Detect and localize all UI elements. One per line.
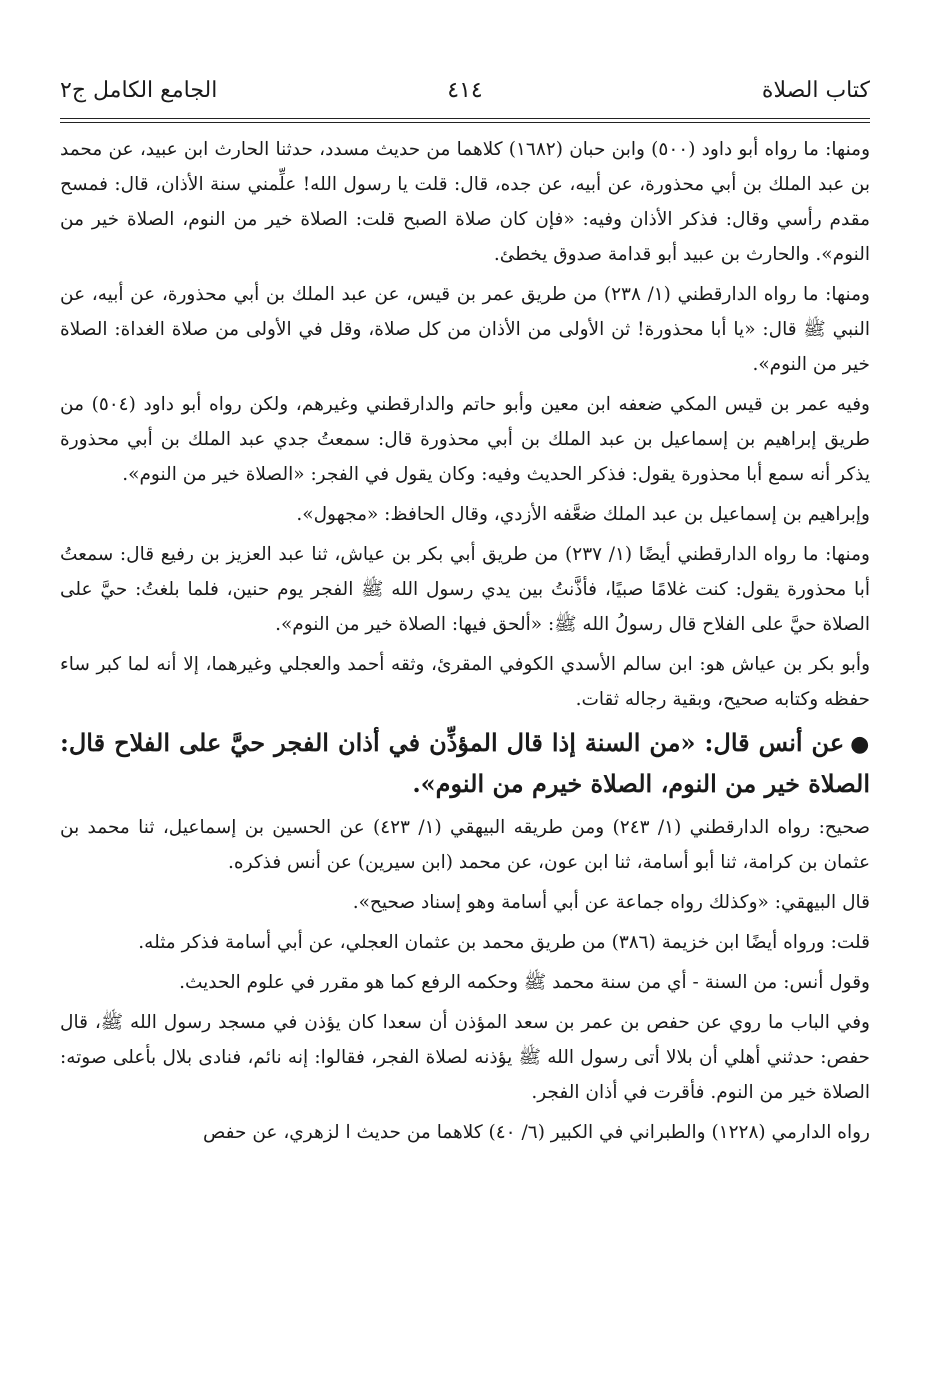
- paragraph: قال البيهقي: «وكذلك رواه جماعة عن أبي أسامة وهو إسناد صحيح».: [352, 892, 870, 913]
- paragraph: قلت: ورواه أيضًا ابن خزيمة (٣٨٦) من طريق محمد بن عثمان العجلي، عن أبي أسامة فذكر مثله.: [138, 932, 870, 953]
- header-rule-bottom: [60, 122, 870, 123]
- paragraph: ومنها: ما رواه الدارقطني (١/ ٢٣٨) من طريق عمر بن قيس، عن عبد الملك بن أبي محذورة، عن أبيه، عن النبي ﷺ قال: «يا أبا محذورة! ثن الأولى من الأذان من كل صلاة، وقل في الأولى من صلاة الغداة: الصلاة خير من النوم».: [60, 284, 870, 375]
- paragraph: صحيح: رواه الدارقطني (١/ ٢٤٣) ومن طريقه البيهقي (١/ ٤٢٣) عن الحسين بن إسماعيل، ثنا محمد بن عثمان بن كرامة، ثنا أبو أسامة، ثنا ابن عون، عن محمد (ابن سيرين) عن أنس فذكره.: [60, 817, 870, 873]
- paragraph: وفي الباب ما روي عن حفص بن عمر بن سعد المؤذن أن سعدا كان يؤذن في مسجد رسول الله ﷺ، قال حفص: حدثني أهلي أن بلالا أتى رسول الله ﷺ يؤذنه لصلاة الفجر، فقالوا: إنه نائم، فنادى بلال بأعلى صوته: الصلاة خير من النوم. فأقرت في أذان الفجر.: [60, 1012, 870, 1103]
- page-number: ٤١٤: [447, 78, 483, 103]
- page-body: [60, 132, 870, 1155]
- paragraph: رواه الدارمي (١٢٢٨) والطبراني في الكبير (٦/ ٤٠) كلاهما من حديث ا لزهري، عن حفص: [203, 1122, 870, 1143]
- paragraph: وفيه عمر بن قيس المكي ضعفه ابن معين وأبو حاتم والدارقطني وغيرهم، ولكن رواه أبو داود (٥٠٤) من طريق إبراهيم بن إسماعيل بن عبد الملك بن أبي محذورة قال: سمعتُ جدي عبد الملك بن أبي محذورة يذكر أنه سمع أبا محذورة يقول: فذكر الحديث وفيه: وكان يقول في الفجر: «الصلاة خير من النوم».: [60, 394, 870, 485]
- book-title: الجامع الكامل ج٢: [60, 78, 218, 103]
- hadith-text: عن أنس قال: «من السنة إذا قال المؤذِّن في أذان الفجر حيَّ على الفلاح قال: الصلاة خير من النوم، الصلاة خيرم من النوم».: [60, 728, 870, 798]
- paragraph: ومنها: ما رواه أبو داود (٥٠٠) وابن حبان (١٦٨٢) كلاهما من حديث مسدد، حدثنا الحارث ابن عبيد، عن محمد بن عبد الملك بن أبي محذورة، عن أبيه، عن جده، قال: قلت يا رسول الله! علِّمني سنة الأذان، قال: فمسح مقدم رأسي وقال: فذكر الأذان وفيه: «فإن كان صلاة الصبح قلت: الصلاة خير من النوم، الصلاة خير من النوم». والحارث بن عبيد أبو قدامة صدوق يخطئ.: [60, 139, 871, 265]
- header-rule-top: [60, 118, 870, 119]
- chapter-title: كتاب الصلاة: [761, 78, 870, 103]
- paragraph: ومنها: ما رواه الدارقطني أيضًا (١/ ٢٣٧) من طريق أبي بكر بن عياش، ثنا عبد العزيز بن رفيع قال: سمعتُ أبا محذورة يقول: كنت غلامًا صبيًا، فأذَّنتُ بين يدي رسول الله ﷺ الفجر يوم حنين، فلما بلغتُ: حيَّ على الصلاة حيَّ على الفلاح قال رسولُ الله ﷺ: «ألحق فيها: الصلاة خير من النوم».: [60, 544, 870, 635]
- bullet-icon: ●: [850, 731, 870, 757]
- page-header: [60, 78, 870, 118]
- paragraph: وقول أنس: من السنة - أي من سنة محمد ﷺ وحكمه الرفع كما هو مقرر في علوم الحديث.: [179, 972, 870, 993]
- hadith-paragraph: [60, 723, 870, 804]
- paragraph: وإبراهيم بن إسماعيل بن عبد الملك ضعَّفه الأزدي، وقال الحافظ: «مجهول».: [296, 504, 870, 525]
- paragraph: وأبو بكر بن عياش هو: ابن سالم الأسدي الكوفي المقرئ، وثقه أحمد والعجلي وغيرهما، إلا أنه لما كبر ساء حفظه وكتابه صحيح، وبقية رجاله ثقات.: [60, 654, 870, 710]
